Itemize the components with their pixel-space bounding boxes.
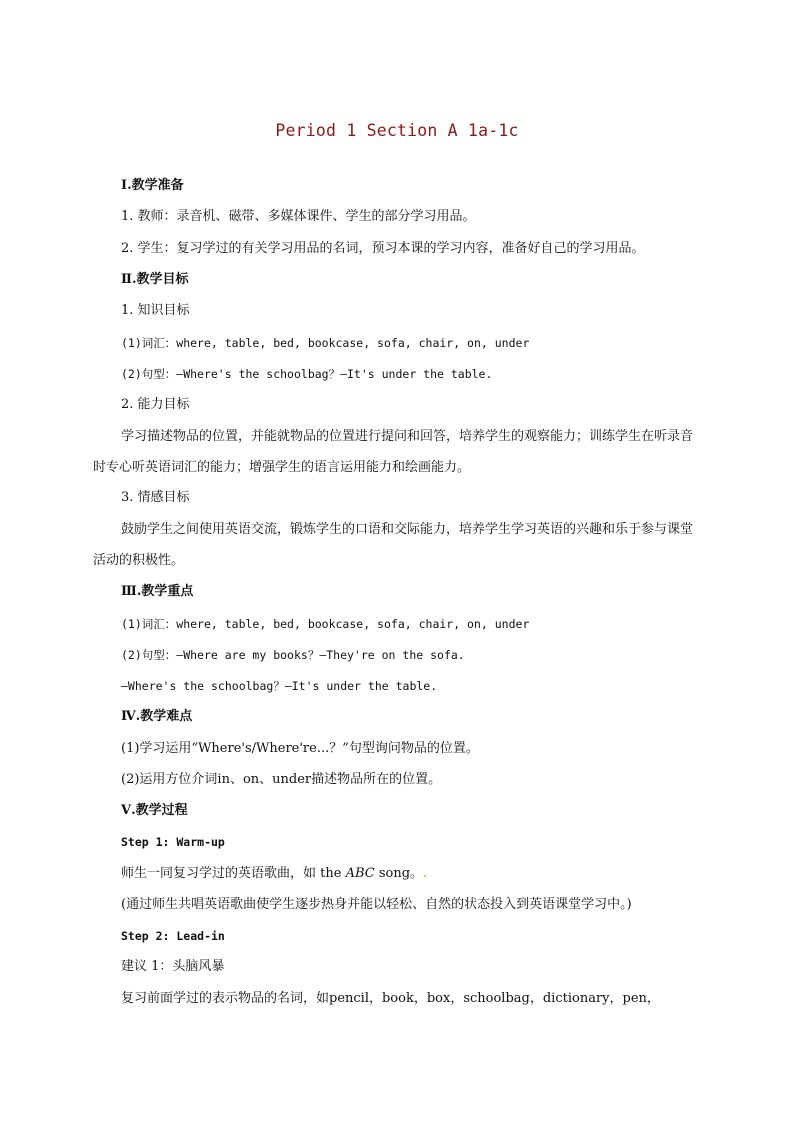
objective-emotion-heading: 3. 情感目标 bbox=[121, 490, 190, 505]
difficulty-2: (2)运用方位介词in、on、under描述物品所在的位置。 bbox=[121, 772, 442, 787]
song-text-pre: 师生一同复习学过的英语歌曲，如 the bbox=[121, 866, 346, 881]
objective-ability-text: 学习描述物品的位置，并能就物品的位置进行提问和回答，培养学生的观察能力；训练学生在听录音时专心听英语词汇的能力；增强学生的语言运用能力和绘画能力。 bbox=[93, 429, 694, 475]
song-title-abc: ABC bbox=[345, 866, 375, 881]
objective-ability-heading: 2. 能力目标 bbox=[121, 397, 190, 412]
keypoint-vocab: (1)词汇：where, table, bed, bookcase, sofa, chair, on, under bbox=[121, 617, 530, 631]
section-heading-keypoints: Ⅲ.教学重点 bbox=[121, 584, 194, 599]
step-1-song bbox=[121, 865, 427, 883]
section-heading-difficulties: Ⅳ.教学难点 bbox=[121, 709, 193, 724]
song-text-post: song。 bbox=[374, 866, 424, 881]
stray-dot: . bbox=[423, 866, 428, 881]
objective-emotion-text: 鼓励学生之间使用英语交流，锻炼学生的口语和交际能力，培养学生学习英语的兴趣和乐于参与课堂活动的积极性。 bbox=[93, 522, 694, 568]
objective-pattern: (2)句型：—Where's the schoolbag？—It's under the table. bbox=[121, 367, 493, 381]
page-title: Period 1 Section A 1a-1c bbox=[275, 121, 519, 140]
keypoint-pattern-2: —Where's the schoolbag？—It's under the table. bbox=[121, 679, 438, 693]
section-heading-objectives: Ⅱ.教学目标 bbox=[121, 272, 189, 287]
preparation-student: 2. 学生：复习学过的有关学习用品的名词，预习本课的学习内容，准备好自己的学习用品。 bbox=[121, 241, 645, 256]
step-2-suggestion: 建议 1：头脑风暴 bbox=[121, 959, 225, 974]
step-2-heading: Step 2: Lead-in bbox=[121, 929, 225, 943]
objective-vocab: (1)词汇：where, table, bed, bookcase, sofa, chair, on, under bbox=[121, 336, 530, 350]
keypoint-pattern-1: (2)句型：—Where are my books？—They're on the sofa. bbox=[121, 648, 465, 662]
section-heading-process: Ⅴ.教学过程 bbox=[121, 803, 188, 818]
section-heading-preparation: Ⅰ.教学准备 bbox=[121, 178, 184, 193]
difficulty-1: (1)学习运用“Where's/Where're...？”句型询问物品的位置。 bbox=[121, 741, 479, 756]
preparation-teacher: 1. 教师：录音机、磁带、多媒体课件、学生的部分学习用品。 bbox=[121, 209, 476, 224]
step-2-review: 复习前面学过的表示物品的名词，如pencil，book，box，schoolbag，dictionary，pen， bbox=[121, 991, 660, 1006]
objective-knowledge-heading: 1. 知识目标 bbox=[121, 303, 190, 318]
step-1-note: (通过师生共唱英语歌曲使学生逐步热身并能以轻松、自然的状态投入到英语课堂学习中。) bbox=[121, 897, 632, 912]
step-1-heading: Step 1: Warm-up bbox=[121, 835, 225, 849]
